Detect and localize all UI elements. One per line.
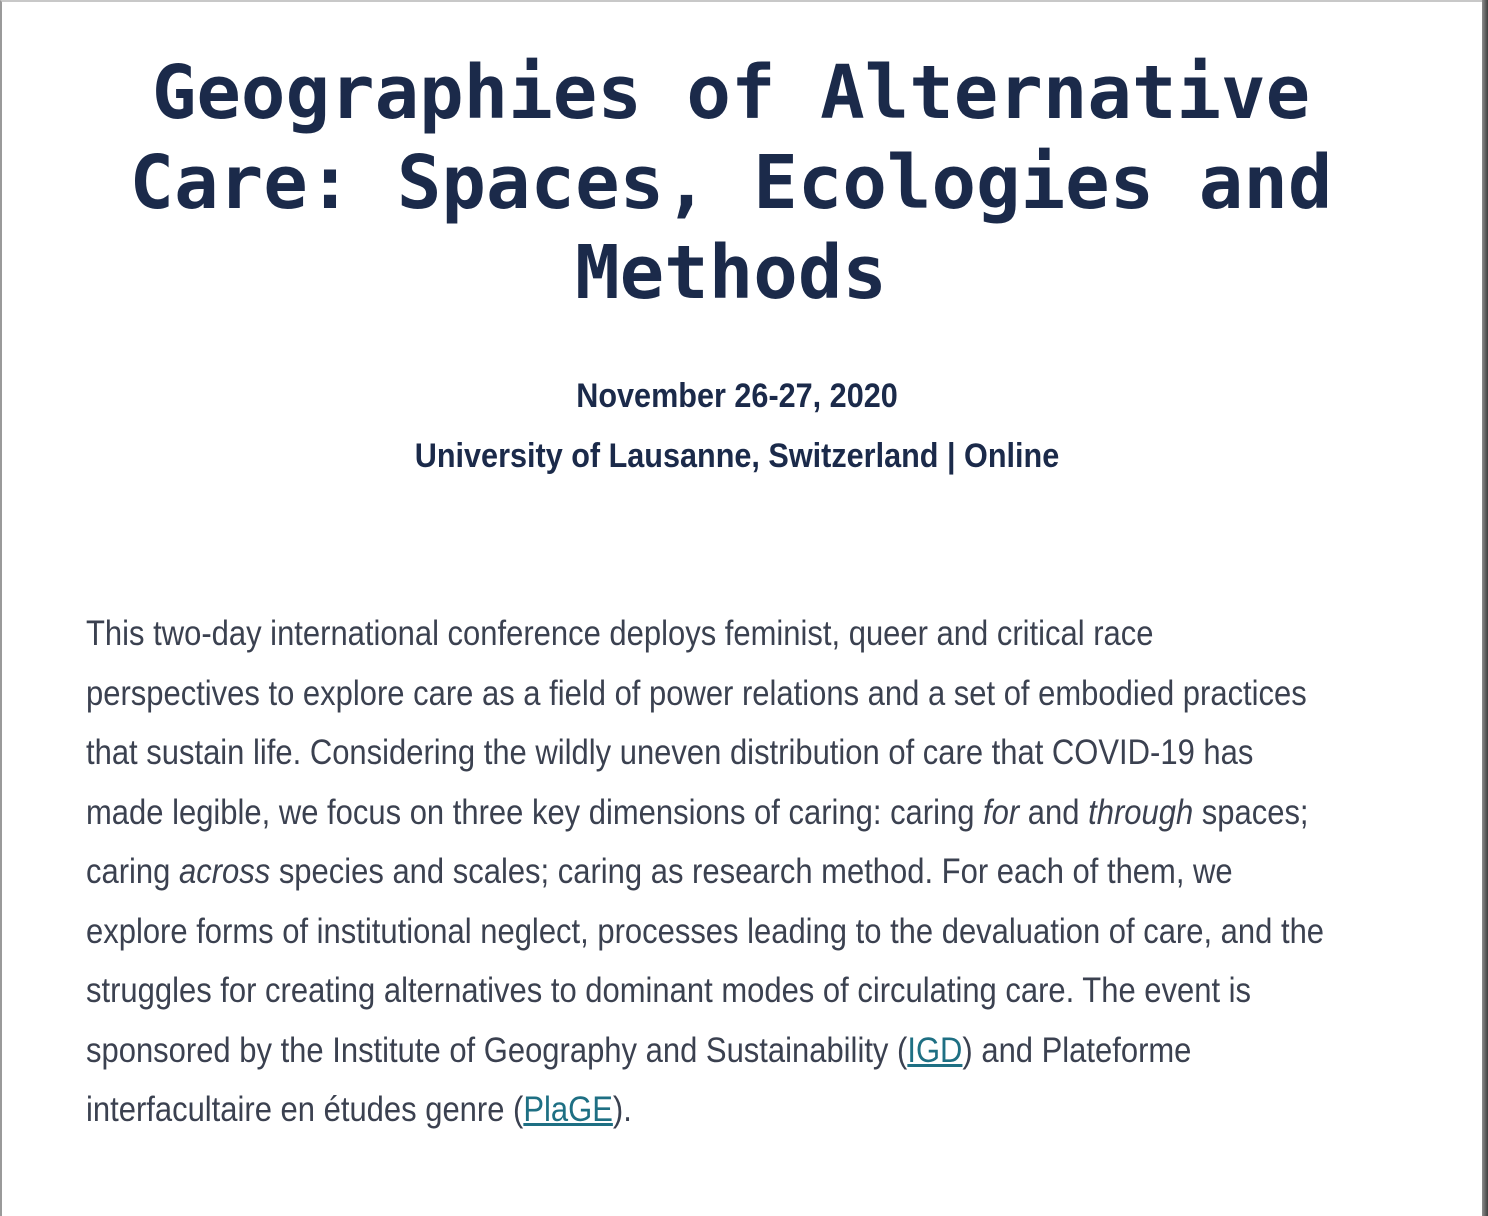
description-text: ). [612, 1090, 632, 1129]
window-edge [1482, 0, 1488, 1216]
emphasis-across: across [178, 852, 271, 891]
event-date: November 26-27, 2020 [576, 377, 898, 415]
plage-link[interactable]: PlaGE [523, 1090, 613, 1129]
conference-description [86, 604, 1334, 1140]
event-location: University of Lausanne, Switzerland | Online [414, 437, 1060, 475]
description-text: This two-day international conference deploys feminist, queer and critical race perspectives to explore care as a field of power relations and a set of embodied practices that sustain life. Considering the wildly uneven distribution of care that COVID-19 has made legible, we focus on three key dimensions of caring: caring [86, 614, 1307, 832]
emphasis-for: for [983, 792, 1020, 832]
description-text: ) and Plateforme interfacultaire en études genre ( [86, 1030, 1192, 1129]
igd-link[interactable]: IGD [907, 1030, 963, 1070]
page-title: Geographies of Alternative Care: Spaces, Ecologies and Methods [129, 50, 1333, 316]
emphasis-through: through [1088, 792, 1194, 832]
description-text: and [1019, 792, 1089, 832]
description-text: species and scales; caring as research method. For each of them, we explore forms of institutional neglect, processes leading to the devaluation of care, and the struggles for creating alternatives to dominant modes of circulating care. The event is sponsored by the Institute of Geography and Sustainability ( [86, 852, 1325, 1070]
description-text: spaces; caring [86, 792, 1309, 891]
